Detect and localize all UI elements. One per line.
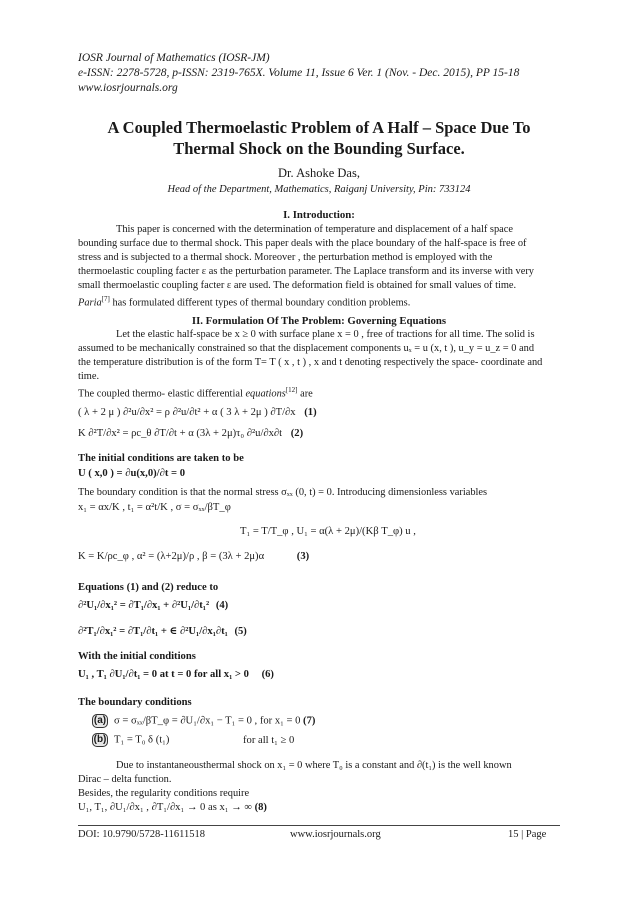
- dimensionless-vars-line-3: [78, 551, 309, 562]
- boundary-normal-stress-text: The boundary condition is that the normal stress σₓₓ (0, t) = 0. Introducing dimensionless variables: [78, 487, 488, 498]
- closing-line-1: Due to instantaneousthermal shock on x₁ = 0 where T₀ is a constant and ∂(t₁) is the well known: [116, 760, 512, 771]
- issn-line: e-ISSN: 2278-5728, p-ISSN: 2319-765X. Volume 11, Issue 6 Ver. 1 (Nov. - Dec. 2015), PP 15-18: [78, 67, 520, 79]
- item-a-marker: (a): [93, 715, 107, 726]
- equation-8-body: U₁, T₁, ∂U₁/∂x₁ , ∂T₁/∂x₁ → 0 as x₁ → ∞: [78, 802, 252, 813]
- equation-4-body: ∂²U₁/∂x₁² = ∂T₁/∂x₁ + ∂²U₁/∂t₁²: [78, 600, 210, 611]
- boundary-condition-b: [92, 733, 169, 747]
- item-b-marker: (b): [93, 734, 107, 745]
- dimensionless-vars-line-3-body: K = K/ρc_φ , α² = (λ+2μ)/ρ , β = (3λ + 2μ)α: [78, 551, 265, 562]
- paria-author: Paria: [78, 297, 102, 309]
- equation-8-tag: (8): [254, 802, 267, 813]
- equation-7-tag: (7): [303, 715, 316, 727]
- reduced-equations-heading: Equations (1) and (2) reduce to: [78, 582, 219, 593]
- equation-4-tag: (4): [215, 600, 229, 611]
- equation-5: [78, 625, 247, 637]
- formulation-line-1: Let the elastic half-space be x ≥ 0 with surface plane x = 0 , free of tractions for all time. The solid is: [116, 329, 535, 340]
- intro-line-5: small thermoelastic coupling facter ε are used. The deformation field is obtained for small values of time.: [78, 280, 517, 291]
- boundary-condition-b-body: T₁ = T₀ δ (t₁): [114, 734, 170, 746]
- equation-6-tag: (6): [261, 669, 274, 680]
- formulation-line-2: assumed to be mechanically constrained so that the displacement components uₓ = u (x, t ), u_y = u_z = 0 and: [78, 343, 535, 354]
- formulation-line-5: [78, 384, 560, 401]
- boundary-condition-b-domain: for all t₁ ≥ 0: [243, 735, 295, 746]
- footer-doi: DOI: 10.9790/5728-11611518: [78, 829, 205, 840]
- footer-page-number: 15 | Page: [508, 829, 547, 840]
- equation-6-body: U₁ , T₁ ∂U₁/∂t₁ = 0 at t = 0 for all x₁ > 0: [78, 669, 249, 680]
- formulation-line-3: the temperature distribution is of the form T= T ( x , t ) , x and t denoting respectively the space- coordinate and: [78, 357, 543, 368]
- journal-website: www.iosrjournals.org: [78, 82, 178, 94]
- paria-text: has formulated different types of thermal boundary condition problems.: [109, 297, 411, 309]
- equation-2-tag: (2): [290, 428, 304, 439]
- equation-2: [78, 428, 303, 439]
- intro-line-1: This paper is concerned with the determination of temperature and displacement of a half space: [116, 224, 513, 235]
- dimensionless-vars-line-1: x₁ = αx/K , t₁ = α²t/K , σ = σₓₓ/βT_φ: [78, 502, 231, 513]
- boundary-conditions-heading: The boundary conditions: [78, 697, 192, 708]
- initial-conditions-heading: The initial conditions are taken to be: [78, 453, 244, 464]
- author-affiliation: Head of the Department, Mathematics, Raiganj University, Pin: 733124: [167, 184, 471, 195]
- equation-1-body: ( λ + 2 μ ) ∂²u/∂x² = ρ ∂²u/∂t² + α ( 3 λ + 2μ ) ∂T/∂x: [78, 407, 296, 418]
- intro-line-2: bounding surface due to thermal shock. This paper deals with the place boundary of the half-space is free of: [78, 238, 527, 249]
- section-heading-formulation: II. Formulation Of The Problem: Governing Equations: [191, 315, 447, 327]
- footer-website: www.iosrjournals.org: [290, 829, 381, 840]
- equation-1-tag: (1): [304, 407, 317, 418]
- boundary-condition-a-body: σ = σₓₓ/βT_φ = ∂U₁/∂x₁ − T₁ = 0 , for x₁ = 0: [114, 715, 301, 727]
- closing-line-3: Besides, the regularity conditions require: [78, 788, 250, 799]
- equation-4: [78, 600, 228, 611]
- formulation-line-4: time.: [78, 371, 100, 382]
- footer-divider: [78, 825, 560, 826]
- equation-5-body: ∂²T₁/∂x₁² = ∂T₁/∂t₁ + ∈ ∂²U₁/∂x₁∂t₁: [78, 626, 228, 637]
- boundary-condition-a: [92, 714, 315, 728]
- dimensionless-vars-line-2: T₁ = T/T_φ , U₁ = α(λ + 2μ)/(Kβ T_φ) u ,: [240, 526, 416, 537]
- with-initial-heading: With the initial conditions: [78, 651, 196, 662]
- intro-line-4: thermoelastic coupling facter ε as the perturbation parameter. The Laplace transform and its inverse with very: [78, 266, 534, 277]
- coupled-text: The coupled thermo- elastic differential: [78, 388, 246, 400]
- initial-condition-equation: U ( x,0 ) = ∂u(x,0)/∂t = 0: [78, 468, 185, 479]
- are-text: are: [297, 388, 313, 400]
- equation-5-tag: (5): [234, 626, 247, 637]
- intro-line-6: [78, 293, 560, 310]
- section-heading-introduction: I. Introduction:: [283, 209, 355, 221]
- paper-title-line1: A Coupled Thermoelastic Problem of A Half – Space Due To: [107, 118, 531, 137]
- equation-8: [78, 802, 267, 813]
- equation-2-body: K ∂²T/∂x² = ρc_θ ∂T/∂t + α (3λ + 2μ)τ₀ ∂²u/∂x∂t: [78, 428, 283, 439]
- journal-name: IOSR Journal of Mathematics (IOSR-JM): [78, 52, 270, 64]
- author-name: Dr. Ashoke Das,: [278, 166, 360, 180]
- equations-word: equations: [245, 388, 286, 400]
- paria-reference: [7]: [101, 295, 110, 303]
- equation-6: [78, 669, 274, 680]
- closing-line-2: Dirac – delta function.: [78, 774, 172, 785]
- equation-1: [78, 407, 317, 418]
- intro-line-3: stress and is subjected to a thermal shock. Moreover , the perturbation method is employed with the: [78, 252, 493, 263]
- equations-reference: [12]: [285, 386, 298, 394]
- equation-3-tag: (3): [296, 551, 310, 562]
- paper-title-line2: Thermal Shock on the Bounding Surface.: [173, 139, 465, 158]
